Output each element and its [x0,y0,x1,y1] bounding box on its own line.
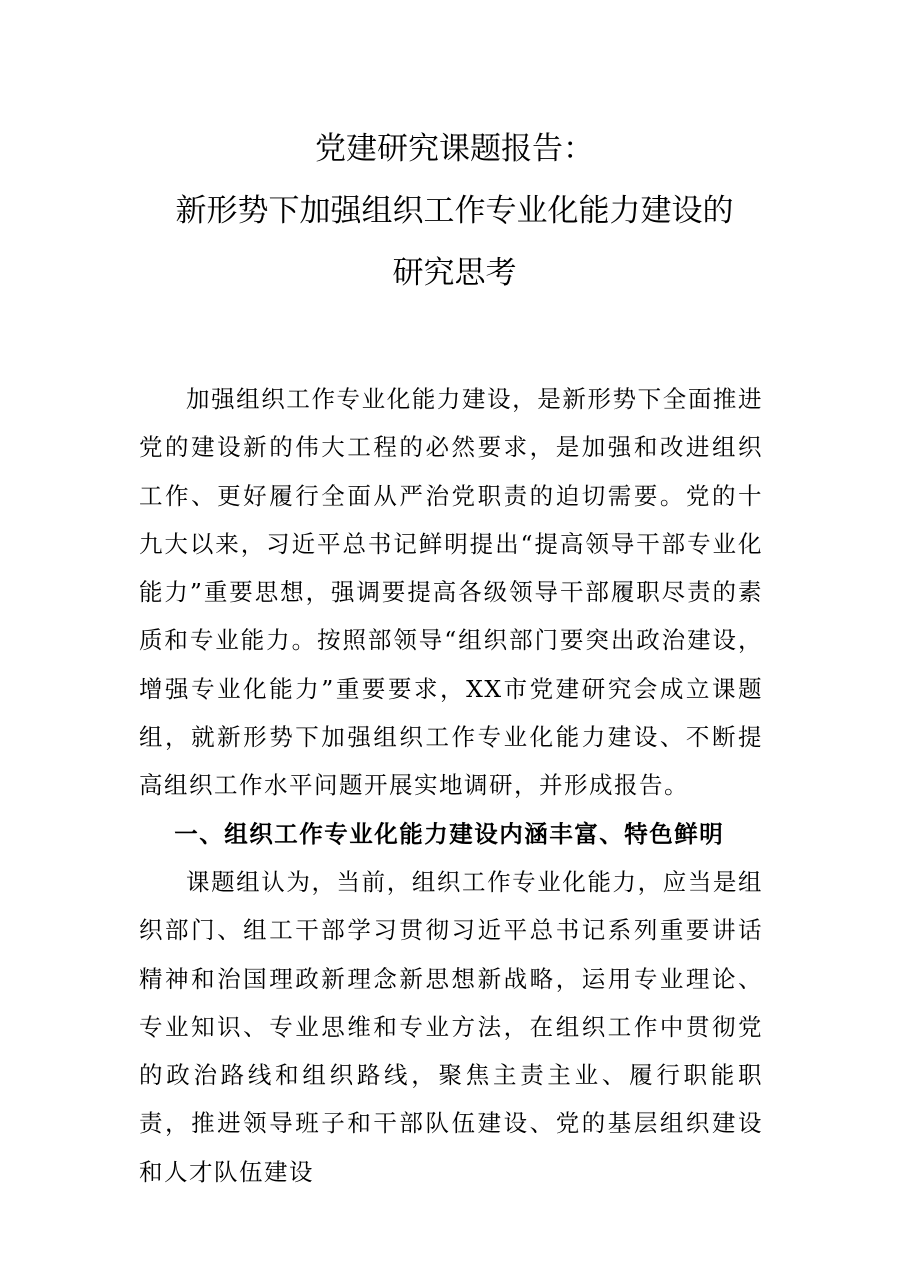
title-line-1: 党建研究课题报告： [315,131,594,167]
section-1-heading: 一、组织工作专业化能力建设内涵丰富、特色鲜明 [174,819,725,848]
document-title [0,118,909,304]
intro-paragraph: 加强组织工作专业化能力建设，是新形势下全面推进党的建设新的伟大工程的必然要求，是加强和改进组织工作、更好履行全面从严治党职责的迫切需要。党的十九大以来，习近平总书记鲜明提出“提高领导干部专业化能力”重要思想，强调要提高各级领导干部履职尽责的素质和专业能力。按照部领导“组织部门要突出政治建设，增强专业化能力”重要要求，XX市党建研究会成立课题组，就新形势下加强组织工作专业化能力建设、不断提高组织工作水平问题开展实地调研，并形成报告。 [139,385,763,800]
document-body [139,375,763,1196]
title-line-3: 研究思考 [392,255,517,291]
title-line-2: 新形势下加强组织工作专业化能力建设的 [175,193,734,229]
section-1-paragraph: 课题组认为，当前，组织工作专业化能力，应当是组织部门、组工干部学习贯彻习近平总书记系列重要讲话精神和治国理政新理念新思想新战略，运用专业理论、专业知识、专业思维和专业方法，在组织工作中贯彻党的政治路线和组织路线，聚焦主责主业、履行职能职责，推进领导班子和干部队伍建设、党的基层组织建设和人才队伍建设 [139,867,763,1186]
